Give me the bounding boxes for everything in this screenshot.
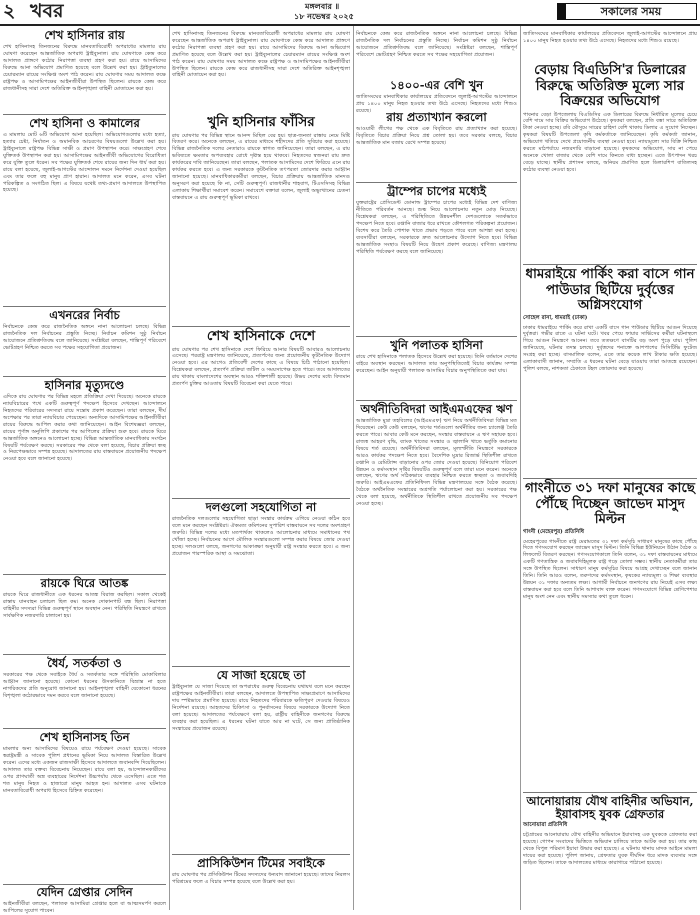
divider [356,182,517,183]
article-body: এদিকে রায় ঘোষণার পর বিভিন্ন মহলে প্রতিক্রিয়া দেখা দিয়েছে। অনেকে রায়কে ন্যায়বিচারের পথে একটি গুরুত্বপূর্ণ পদক্ষেপ হিসেবে দেখছেন। আন্দোলনে নিহতদের পরিবারের সদস্যরা রায়ে সন্তোষ প্রকাশ করেছেন। তারা বলছেন, দীর্ঘ অপেক্ষার পর তারা ন্যায়বিচার পেয়েছেন। অন্যদিকে আসামিপক্ষের আইনজীবীরা রায়ের বিরুদ্ধে আপিল করার কথা জানিয়েছেন। আইন বিশেষজ্ঞরা বলছেন, রায়ের পূর্ণাঙ্গ অনুলিপি প্রকাশের পর আপিলের প্রক্রিয়া শুরু হবে। রায়কে ঘিরে আন্তর্জাতিক অঙ্গনেও আলোচনা হচ্ছে। বিভিন্ন আন্তর্জাতিক মানবাধিকার সংগঠন বিষয়টি পর্যবেক্ষণ করছে। সরকারের পক্ষ থেকে বলা হয়েছে, বিচার প্রক্রিয়া স্বচ্ছ ও নিরপেক্ষভাবে সম্পন্ন হয়েছে। আদালতের রায় বাস্তবায়নে প্রয়োজনীয় পদক্ষেপ নেওয়া হবে বলে জানানো হয়েছে। [3,394,166,463]
article [356,111,517,181]
divider [356,336,517,337]
article-body: রায়ে শেখ হাসিনাকে পলাতক হিসেবে উল্লেখ করা হয়েছে। তিনি বর্তমানে দেশের বাইরে অবস্থান করছেন। আদালত তার অনুপস্থিতিতেই বিচার কার্যক্রম সম্পন্ন করেছেন। আইন অনুযায়ী পলাতক আসামির বিচার অনুপস্থিতিতে করা যায়। [356,354,517,375]
article [356,78,517,115]
divider [3,654,166,655]
divider [3,376,166,377]
divider [3,728,166,729]
article-body: মামলার অন্য আসামিদের বিষয়েও রায়ে পর্যবেক্ষণ দেওয়া হয়েছে। সাবেক স্বরাষ্ট্রমন্ত্রী ও সাবেক পুলিশ প্রধানের ভূমিকা নিয়ে আদালত বিস্তারিত উল্লেখ করেন। এদের মধ্যে একজন রাজসাক্ষী হিসেবে আদালতে জবানবন্দি দিয়েছিলেন। আদালত তার বক্তব্য বিবেচনায় নিয়েছেন। রায়ে বলা হয়, আন্দোলনকারীদের ওপর প্রাণঘাতী অস্ত্র ব্যবহারের নির্দেশনা উচ্চপর্যায় থেকে এসেছিল। এতে শত শত মানুষ নিহত ও হাজারো মানুষ আহত হন। আদালত এসব ঘটনাকে মানবতাবিরোধী অপরাধ হিসেবে চিহ্নিত করেছেন। [3,746,166,794]
article [523,481,697,791]
divider [523,264,697,265]
divider [3,306,166,307]
article [356,185,517,335]
article [523,63,697,263]
article [172,29,350,113]
article-body: রায় ঘোষণার পর প্রসিকিউশন টিমের সদস্যদের ধন্যবাদ জানানো হয়েছে। তাদের নিরলস পরিশ্রমের ফলে এ বিচার সম্পন্ন হয়েছে বলে উল্লেখ করা হয়। [172,872,350,886]
article-body: ঢাকার ধামরাইয়ে পার্কিং করে রাখা একটি বাসে গান পাউডার ছিটিয়ে আগুন দিয়েছে দুর্বৃত্তরা। গভীর রাতে এ ঘটনা ঘটে। খবর পেয়ে ফায়ার সার্ভিসের কর্মীরা ঘটনাস্থলে গিয়ে আগুন নিয়ন্ত্রণে আনেন। তবে ততক্ষণে বাসটির বড় অংশ পুড়ে যায়। পুলিশ জানিয়েছে, ঘটনার তদন্ত চলছে। দুর্বৃত্তদের শনাক্তে আশপাশের সিসিটিভি ফুটেজ সংগ্রহ করা হচ্ছে। বাসমালিক বলেন, এতে তার কয়েক লাখ টাকার ক্ষতি হয়েছে। এলাকাবাসী জানান, সম্প্রতি এ ধরনের ঘটনা বেড়ে যাওয়ায় তারা আতঙ্কে রয়েছেন। পুলিশ বলছে, নাশকতা ঠেকাতে টহল জোরদার করা হয়েছে। [523,324,697,372]
article-headline[interactable]: খুনি হাসিনার ফাঁসির [207,114,315,130]
article-body: সরকারের পক্ষ থেকে সবাইকে ধৈর্য ও সতর্কতার সঙ্গে পরিস্থিতি মোকাবিলার আহ্বান জানানো হয়েছে। কোনো ধরনের উসকানিতে বিভ্রান্ত না হতে নাগরিকদের প্রতি অনুরোধ জানানো হয়। আইনশৃঙ্খলা বাহিনী যেকোনো ধরনের বিশৃঙ্খলা কঠোরভাবে দমন করবে বলে জানানো হয়েছে। [3,672,166,699]
logo-text: সকালের সময় [600,5,662,18]
divider [172,498,350,499]
article [356,29,517,77]
divider [523,478,697,479]
article-body: নির্বাচনকে কেন্দ্র করে রাজনৈতিক অঙ্গনে নানা আলোচনা চলছে। বিভিন্ন রাজনৈতিক দল নির্বাচনের প্রস্তুতি নিচ্ছে। নির্বাচন কমিশন সুষ্ঠু নির্বাচন আয়োজনে প্রতিশ্রুতিবদ্ধ বলে জানিয়েছে। সংশ্লিষ্টরা বলছেন, শান্তিপূর্ণ পরিবেশে ভোটগ্রহণ নিশ্চিত করতে সব পক্ষের সহযোগিতা প্রয়োজন। [3,324,166,351]
article-body: যুক্তরাষ্ট্রের প্রেসিডেন্ট ডোনাল্ড ট্রাম্পের চাপের মধ্যেই বিভিন্ন দেশ বাণিজ্য নীতিতে পরিবর্তন আনছে। শুল্ক নিয়ে আলোচনায় নতুন মোড় নিয়েছে। বিশ্লেষকরা বলছেন, এ পরিস্থিতিতে উন্নয়নশীল দেশগুলোকে সতর্কভাবে পদক্ষেপ নিতে হবে। রপ্তানি বাজার ধরে রাখতে কৌশলগত পরিকল্পনা প্রয়োজন। বিশেষ করে তৈরি পোশাক খাতে প্রভাব পড়তে পারে বলে আশঙ্কা করা হচ্ছে। ব্যবসায়ীরা বলছেন, সরকারকে দ্রুত আলোচনার উদ্যোগ নিতে হবে। বিভিন্ন আন্তর্জাতিক সংস্থাও বিষয়টি নিয়ে উদ্বেগ প্রকাশ করেছে। বাণিজ্য মন্ত্রণালয় পরিস্থিতি পর্যবেক্ষণ করছে বলে জানিয়েছে। [356,200,517,255]
article-body: ট্রাইব্যুনাল যে সাজা দিয়েছে তা অপরাধের গুরুত্ব বিবেচনায় যথাযথ বলে মনে করছেন রাষ্ট্রপক্ষের আইনজীবীরা। তারা বলছেন, আদালতে উপস্থাপিত সাক্ষ্যপ্রমাণে আসামিদের দায় স্পষ্টভাবে প্রমাণিত হয়েছে। রায়ে নিহতদের পরিবারকে ক্ষতিপূরণ দেওয়ার বিষয়েও নির্দেশনা রয়েছে। আহতদের চিকিৎসা ও পুনর্বাসনের বিষয়ে সরকারকে উদ্যোগ নিতে বলা হয়েছে। আদালতের পর্যবেক্ষণে বলা হয়, রাষ্ট্রীয় বাহিনীকে জনগণের বিরুদ্ধে ব্যবহার করা হয়েছিল। এ ধরনের ঘটনা যাতে আর না ঘটে, সে জন্য প্রাতিষ্ঠানিক সংস্কারের প্রয়োজন রয়েছে। [172,684,350,732]
article [356,339,517,399]
article [3,731,166,883]
article-body-continued: নির্বাচনকে কেন্দ্র করে রাজনৈতিক অঙ্গনে নানা আলোচনা চলছে। বিভিন্ন রাজনৈতিক দল নির্বাচনের প্রস্তুতি নিচ্ছে। নির্বাচন কমিশন সুষ্ঠু নির্বাচন আয়োজনে প্রতিশ্রুতিবদ্ধ বলে জানিয়েছে। সংশ্লিষ্টরা বলছেন, শান্তিপূর্ণ পরিবেশে ভোটগ্রহণ নিশ্চিত করতে সব পক্ষের সহযোগিতা প্রয়োজন। [356,31,517,58]
article-headline[interactable]: শেখ হাসিনা ও কামালের [29,116,140,130]
article [3,657,166,727]
article-byline: সোহেল রানা, ধামরাই (ঢাকা) [523,314,588,321]
column-rule [520,26,521,910]
article-headline[interactable]: অর্থনীতিবিদরা আইএমএফের ঋণ [360,402,513,416]
article-body: আন্তর্জাতিক মুদ্রা তহবিলের (আইএমএফ) ঋণ নিয়ে অর্থনীতিবিদরা বিভিন্ন মত দিয়েছেন। কেউ কেউ বলছেন, ঋণের শর্তগুলো অর্থনীতির জন্য চ্যালেঞ্জ তৈরি করতে পারে। আবার কেউ মনে করছেন, সংস্কার বাস্তবায়নে এ ঋণ সহায়ক হবে। রাজস্ব আহরণ বৃদ্ধি, ব্যাংক খাতের সংস্কার ও জ্বালানি খাতে ভর্তুকি কমানোর বিষয়ে শর্ত রয়েছে। অর্থনীতিবিদরা বলছেন, মূল্যস্ফীতি নিয়ন্ত্রণে সরকারকে আরও কার্যকর পদক্ষেপ নিতে হবে। বৈদেশিক মুদ্রার রিজার্ভ স্থিতিশীল রাখতে রপ্তানি ও রেমিট্যান্স বাড়ানোর ওপর জোর দেওয়া হয়েছে। বিনিয়োগ পরিবেশ উন্নয়ন ও কর্মসংস্থান সৃষ্টির বিষয়টিও গুরুত্বপূর্ণ বলে তারা মনে করেন। অনেকে বলছেন, ঋণের অর্থ সঠিকভাবে ব্যবহার নিশ্চিত করতে স্বচ্ছতা ও জবাবদিহি জরুরি। আইএমএফের প্রতিনিধিদল বিভিন্ন মন্ত্রণালয়ের সঙ্গে বৈঠক করেছে। বৈঠকে অর্থনৈতিক সংস্কারের অগ্রগতি পর্যালোচনা করা হয়। সরকারের পক্ষ থেকে বলা হয়েছে, অর্থনীতিকে স্থিতিশীল রাখতে প্রয়োজনীয় সব পদক্ষেপ নেওয়া হচ্ছে। [356,418,517,508]
article-headline[interactable]: ধামরাইয়ে পার্কিং করা বাসে গান পাউডার ছিটিয়ে দুর্বৃত্তের অগ্নিসংযোগ [525,266,695,314]
article [3,577,166,653]
article-headline[interactable]: শেখ হাসিনার রায় [44,28,125,42]
article-headline[interactable]: ১৪০০-এর বেশি খুন [389,78,484,92]
article-headline[interactable]: খুনি পলাতক হাসিনা [390,338,483,352]
divider [356,400,517,401]
article-body: শেখ হাসিনাসহ তিনজনের বিরুদ্ধে মানবতাবিরোধী অপরাধের মামলার রায় ঘোষণা করেছেন আন্তর্জাতিক অপরাধ ট্রাইব্যুনাল। রায় ঘোষণাকে কেন্দ্র করে আদালত প্রাঙ্গণে কঠোর নিরাপত্তা ব্যবস্থা গ্রহণ করা হয়। রায়ে আসামিদের বিরুদ্ধে আনা অভিযোগ প্রমাণিত হয়েছে বলে উল্লেখ করা হয়। ট্রাইব্যুনালের চেয়ারম্যান রায়ের সংক্ষিপ্ত অংশ পাঠ করেন। রায় ঘোষণার সময় আদালত কক্ষে রাষ্ট্রপক্ষ ও আসামিপক্ষের আইনজীবীরা উপস্থিত ছিলেন। রায়কে কেন্দ্র করে রাজধানীসহ সারা দেশে অতিরিক্ত আইনশৃঙ্খলা বাহিনী মোতায়েন করা হয়। [3,44,166,92]
article-headline[interactable]: প্রাসিকিউশন টিমের সবাইকে [197,856,325,870]
article-body: পাবনার বেড়া উপজেলায় বিএডিসির এক ডিলারের বিরুদ্ধে নির্ধারিত মূল্যের চেয়ে বেশি দামে সার বিক্রির অভিযোগ উঠেছে। কৃষকরা বলছেন, প্রতি বস্তা সারে অতিরিক্ত টাকা নেওয়া হচ্ছে। রবি মৌসুমে সারের চাহিদা বেশি থাকায় ডিলার এ সুযোগ নিচ্ছেন। কৃষকরা বিষয়টি উপজেলা কৃষি কর্মকর্তাকে জানিয়েছেন। কৃষি কর্মকর্তা জানান, অভিযোগ খতিয়ে দেখে প্রয়োজনীয় ব্যবস্থা নেওয়া হবে। ন্যায্যমূল্যে সার বিক্রি নিশ্চিত করতে মাঠপর্যায়ে নজরদারি বাড়ানো হয়েছে। কৃষকদের অভিযোগ, সার না পেয়ে অনেকে খোলা বাজার থেকে বেশি দামে কিনতে বাধ্য হচ্ছেন। এতে উৎপাদন খরচ বেড়ে যাচ্ছে। স্থানীয় প্রশাসন বলছে, অনিয়ম প্রমাণিত হলে ডিলারশিপ বাতিলসহ কঠোর ব্যবস্থা নেওয়া হবে। [523,111,697,173]
article-headline[interactable]: যে সাজা হয়েছে তা [216,668,306,682]
article [3,379,166,573]
article-byline: আনোয়ারা প্রতিনিধি [523,822,568,829]
article-body: আওয়ামী লীগের পক্ষ থেকে এক বিবৃতিতে রায় প্রত্যাখ্যান করা হয়েছে। বিবৃতিতে বিচার প্রক্রিয়া নিয়ে প্রশ্ন তোলা হয়। তবে সরকার বলছে, বিচার আন্তর্জাতিক মান বজায় রেখে সম্পন্ন হয়েছে। [356,126,517,147]
masthead-rule [0,24,700,26]
article-headline[interactable]: বেড়ায় বিএডিসি'র ডিলারের বিরুদ্ধে অতিরিক্ত মূল্যে সার বিক্রয়ের অভিযোগ [534,62,686,110]
article-headline[interactable]: যেদিন গ্রেপ্তার সেদিন [36,885,133,899]
article [172,501,350,665]
article-byline: গাংনী (মেহেরপুর) প্রতিনিধি [523,528,584,535]
article-body: রায়কে ঘিরে রাজধানীতে এক ধরনের আতঙ্ক বিরাজ করছিল। সকাল থেকেই রাস্তায় যানবাহন চলাচল ছিল কম। অনেক দোকানপাট বন্ধ ছিল। নিরাপত্তা বাহিনীর সদস্যরা বিভিন্ন গুরুত্বপূর্ণ স্থানে অবস্থান নেন। পরিস্থিতি নিয়ন্ত্রণে রাখতে সার্বক্ষণিক নজরদারি চালানো হয়। [3,592,166,619]
article-body: জাতিসংঘের মানবাধিকার কার্যালয়ের প্রতিবেদনে জুলাই-আগস্টের আন্দোলনে প্রায় ১৪০০ মানুষ নিহত হওয়ার তথ্য উঠে এসেছে। নিহতদের মধ্যে শিশুও রয়েছে। [356,94,517,115]
article-body: আইনজীবীরা বলছেন, পলাতক আসামিরা গ্রেপ্তার হলে বা আত্মসমর্পণ করলে আপিলের সুযোগ পাবেন। [3,901,166,915]
divider [3,114,166,115]
article-headline[interactable]: দলগুলো সহযোগিতা না [205,500,317,514]
issue-date: ১৮ নভেম্বর ২০২৫ [294,11,354,21]
article [3,309,166,375]
article-body-continued: শেখ হাসিনাসহ তিনজনের বিরুদ্ধে মানবতাবিরোধী অপরাধের মামলার রায় ঘোষণা করেছেন আন্তর্জাতিক অপরাধ ট্রাইব্যুনাল। রায় ঘোষণাকে কেন্দ্র করে আদালত প্রাঙ্গণে কঠোর নিরাপত্তা ব্যবস্থা গ্রহণ করা হয়। রায়ে আসামিদের বিরুদ্ধে আনা অভিযোগ প্রমাণিত হয়েছে বলে উল্লেখ করা হয়। ট্রাইব্যুনালের চেয়ারম্যান রায়ের সংক্ষিপ্ত অংশ পাঠ করেন। রায় ঘোষণার সময় আদালত কক্ষে রাষ্ট্রপক্ষ ও আসামিপক্ষের আইনজীবীরা উপস্থিত ছিলেন। রায়কে কেন্দ্র করে রাজধানীসহ সারা দেশে অতিরিক্ত আইনশৃঙ্খলা বাহিনী মোতায়েন করা হয়। [172,31,350,79]
masthead [0,0,700,24]
article-body: রায় ঘোষণার পর বিভিন্ন স্থানে আনন্দ মিছিল বের হয়। ছাত্র-জনতা রাস্তায় নেমে মিষ্টি বিতরণ করে। অনেকে বলছেন, এ রায়ের মাধ্যমে শহীদদের প্রতি সুবিচার করা হয়েছে। বিভিন্ন রাজনৈতিক দলের নেতারাও রায়কে স্বাগত জানিয়েছেন। তারা বলছেন, এ রায় ভবিষ্যতে ক্ষমতার অপব্যবহার রোধে দৃষ্টান্ত হয়ে থাকবে। নিহতদের স্বজনরা রায় দ্রুত কার্যকরের দাবি জানিয়েছেন। তারা বলছেন, পলাতক আসামিদের দেশে ফিরিয়ে এনে রায় কার্যকর করতে হবে। এ জন্য সরকারকে কূটনৈতিক তৎপরতা জোরদার করার আহ্বান জানানো হয়েছে। মানবাধিকারকর্মীরা বলছেন, বিচার প্রক্রিয়ায় আন্তর্জাতিক মানদণ্ড অনুসরণ করা হয়েছে কি না, সেটি গুরুত্বপূর্ণ। রাজধানীর শাহবাগ, টিএসসিসহ বিভিন্ন এলাকায় শিক্ষার্থীরা সমাবেশ করেন। সমাবেশে বক্তারা বলেন, জুলাই অভ্যুত্থানের চেতনা বাস্তবায়নে এ রায় গুরুত্বপূর্ণ ভূমিকা রাখবে। [172,132,350,201]
article-body: রায় ঘোষণার পর শেখ হাসিনাকে দেশে ফিরিয়ে আনার বিষয়টি আবারও আলোচনায় এসেছে। পররাষ্ট্র মন্ত্রণালয় জানিয়েছে, প্রত্যর্পণের জন্য প্রয়োজনীয় কূটনৈতিক উদ্যোগ নেওয়া হবে। এর আগেও প্রতিবেশী দেশের কাছে এ বিষয়ে চিঠি পাঠানো হয়েছিল। বিশ্লেষকরা বলছেন, প্রত্যর্পণ প্রক্রিয়া জটিল ও সময়সাপেক্ষ হতে পারে। তবে আদালতের রায় থাকায় বাংলাদেশের অবস্থান আরও শক্তিশালী হয়েছে। উভয় দেশের মধ্যে বিদ্যমান প্রত্যর্পণ চুক্তির আওতায় বিষয়টি বিবেচনা করা যেতে পারে। [172,346,350,388]
article [172,669,350,853]
logo-bar-icon [558,4,566,19]
article [172,329,350,497]
article [3,29,166,113]
article [172,115,350,325]
divider [172,854,350,855]
article-headline[interactable]: রায়কে ঘিরে আতঙ্ক [40,576,129,590]
article-headline[interactable]: হাসিনার মৃত্যুদণ্ডে [44,378,125,392]
article-headline[interactable]: গাংনীতে ৩১ দফা মানুষের কাছে পৌঁছে দিচ্ছেন জাভেদ মাসুদ মিল্টন [525,480,695,528]
article-headline[interactable]: আনোয়ারায় যৌথ বাহিনীর অভিযান, ইয়াবাসহ যুবক গ্রেফতার [526,794,694,822]
article [172,857,350,908]
article-headline[interactable]: শেখ হাসিনাকে দেশে [206,328,316,344]
article-body: রাজনৈতিক দলগুলোর সহযোগিতা ছাড়া সংস্কার কার্যক্রম এগিয়ে নেওয়া কঠিন হবে বলে মনে করছেন সংশ্লিষ্টরা। ঐকমত্য কমিশনের সুপারিশ বাস্তবায়নে সব দলের অংশগ্রহণ জরুরি। বিভিন্ন দলের মধ্যে মতপার্থক্য থাকলেও আলোচনার মাধ্যমে সমাধানের পথ খোঁজা হচ্ছে। নির্বাচনের আগে মৌলিক সংস্কারগুলো সম্পন্ন করার বিষয়ে জোর দেওয়া হচ্ছে। দলগুলো বলছে, জনগণের আকাঙ্ক্ষা অনুযায়ী রাষ্ট্র সংস্কার করতে হবে। এ জন্য প্রয়োজন পারস্পরিক আস্থা ও সমঝোতা। [172,516,350,557]
issue-day: মঙ্গলবার ॥ [305,1,340,11]
article-body: এ মামলায় মোট ৬টি অভিযোগ আনা হয়েছিল। অভিযোগগুলোর মধ্যে হত্যা, হত্যার চেষ্টা, নির্যাতন ও অমানবিক আচরণের বিষয়গুলো উল্লেখ করা হয়। ট্রাইব্যুনালে রাষ্ট্রপক্ষ বিভিন্ন সাক্ষী ও প্রমাণ উপস্থাপন করে। সাক্ষ্যগ্রহণ শেষে যুক্তিতর্ক উপস্থাপন করা হয়। আসামিপক্ষের আইনজীবী অভিযোগের বিরোধিতা করে যুক্তি তুলে ধরেন। সব পক্ষের যুক্তিতর্ক শেষে রায়ের জন্য দিন ধার্য করা হয়। রায়ে বলা হয়েছে, জুলাই-আগস্টের আন্দোলন দমনে নির্দেশনা দেওয়া হয়েছিল এবং তার ফলে বহু মানুষ প্রাণ হারান। আদালত মনে করেন, এসব ঘটনা পরিকল্পিত ও সংগঠিত ছিল। এ বিষয়ে যথেষ্ট তথ্য-প্রমাণ আদালতে উপস্থাপিত হয়েছে। [3,132,166,194]
article [523,267,697,477]
article-headline[interactable]: শেখ হাসিনাসহ তিন [39,730,130,744]
column-rule [353,26,354,910]
article [523,795,697,908]
newspaper-logo [557,3,697,20]
article-headline[interactable]: রায় প্রত্যাখ্যান করলো [386,110,487,124]
article [356,403,517,908]
section-name: খবর [30,0,64,22]
divider [523,792,697,793]
column-rule [169,26,170,910]
article-headline[interactable]: ট্রাম্পের চাপের মধ্যেই [387,184,486,198]
divider [172,666,350,667]
article-headline[interactable]: ধৈর্য, সতর্কতা ও [47,656,122,670]
page-number: ২ [3,0,16,22]
divider [3,574,166,575]
article-body: চট্টগ্রামের আনোয়ারায় যৌথ বাহিনীর অভিযানে ইয়াবাসহ এক যুবককে গ্রেফতার করা হয়েছে। গোপন সংবাদের ভিত্তিতে অভিযান চালিয়ে তাকে আটক করা হয়। তার কাছ থেকে বিপুল পরিমাণ ইয়াবা উদ্ধার করা হয়েছে। এ ঘটনায় থানায় মাদক আইনে মামলা দায়ের করা হয়েছে। পুলিশ জানায়, গ্রেফতার যুবক দীর্ঘদিন ধরে মাদক ব্যবসার সঙ্গে জড়িত ছিলেন। তাকে আদালতের মাধ্যমে কারাগারে পাঠানো হয়েছে। [523,832,697,867]
article-headline[interactable]: এখনরের নির্বাচ [49,308,120,322]
article-body-continued: জাতিসংঘের মানবাধিকার কার্যালয়ের প্রতিবেদনে জুলাই-আগস্টের আন্দোলনে প্রায় ১৪০০ মানুষ নিহত হওয়ার তথ্য উঠে এসেছে। নিহতদের মধ্যে শিশুও রয়েছে। [523,31,697,44]
article-body: মেহেরপুরের গাংনীতে রাষ্ট্র মেরামতের ৩১ দফা কর্মসূচি সাধারণ মানুষের কাছে পৌঁছে দিতে গণসংযোগ করছেন জাভেদ মাসুদ মিল্টন। তিনি বিভিন্ন ইউনিয়নে উঠান বৈঠক ও লিফলেট বিতরণ করছেন। গণসংযোগকালে তিনি বলেন, ৩১ দফা বাস্তবায়নের মাধ্যমে একটি গণতান্ত্রিক ও জবাবদিহিমূলক রাষ্ট্র গড়ে তোলা সম্ভব। স্থানীয় নেতাকর্মীরা তার সঙ্গে উপস্থিত ছিলেন। সাধারণ মানুষ কর্মসূচির বিষয়ে আগ্রহ দেখাচ্ছেন বলে জানান তিনি। তিনি আরও বলেন, তরুণদের কর্মসংস্থান, কৃষকের ন্যায্যমূল্য ও শিক্ষা ব্যবস্থার উন্নয়ন ৩১ দফার অন্যতম লক্ষ্য। আগামী নির্বাচনে জনগণের রায় নিয়েই এসব লক্ষ্য বাস্তবায়ন করা হবে বলে তিনি আশাবাদ ব্যক্ত করেন। গণসংযোগে বিভিন্ন শ্রেণিপেশার মানুষ অংশ নেন এবং স্থানীয় সমস্যার কথা তুলে ধরেন। [523,538,697,600]
article [3,117,166,305]
article [523,29,697,59]
divider [172,326,350,327]
article [3,885,166,915]
